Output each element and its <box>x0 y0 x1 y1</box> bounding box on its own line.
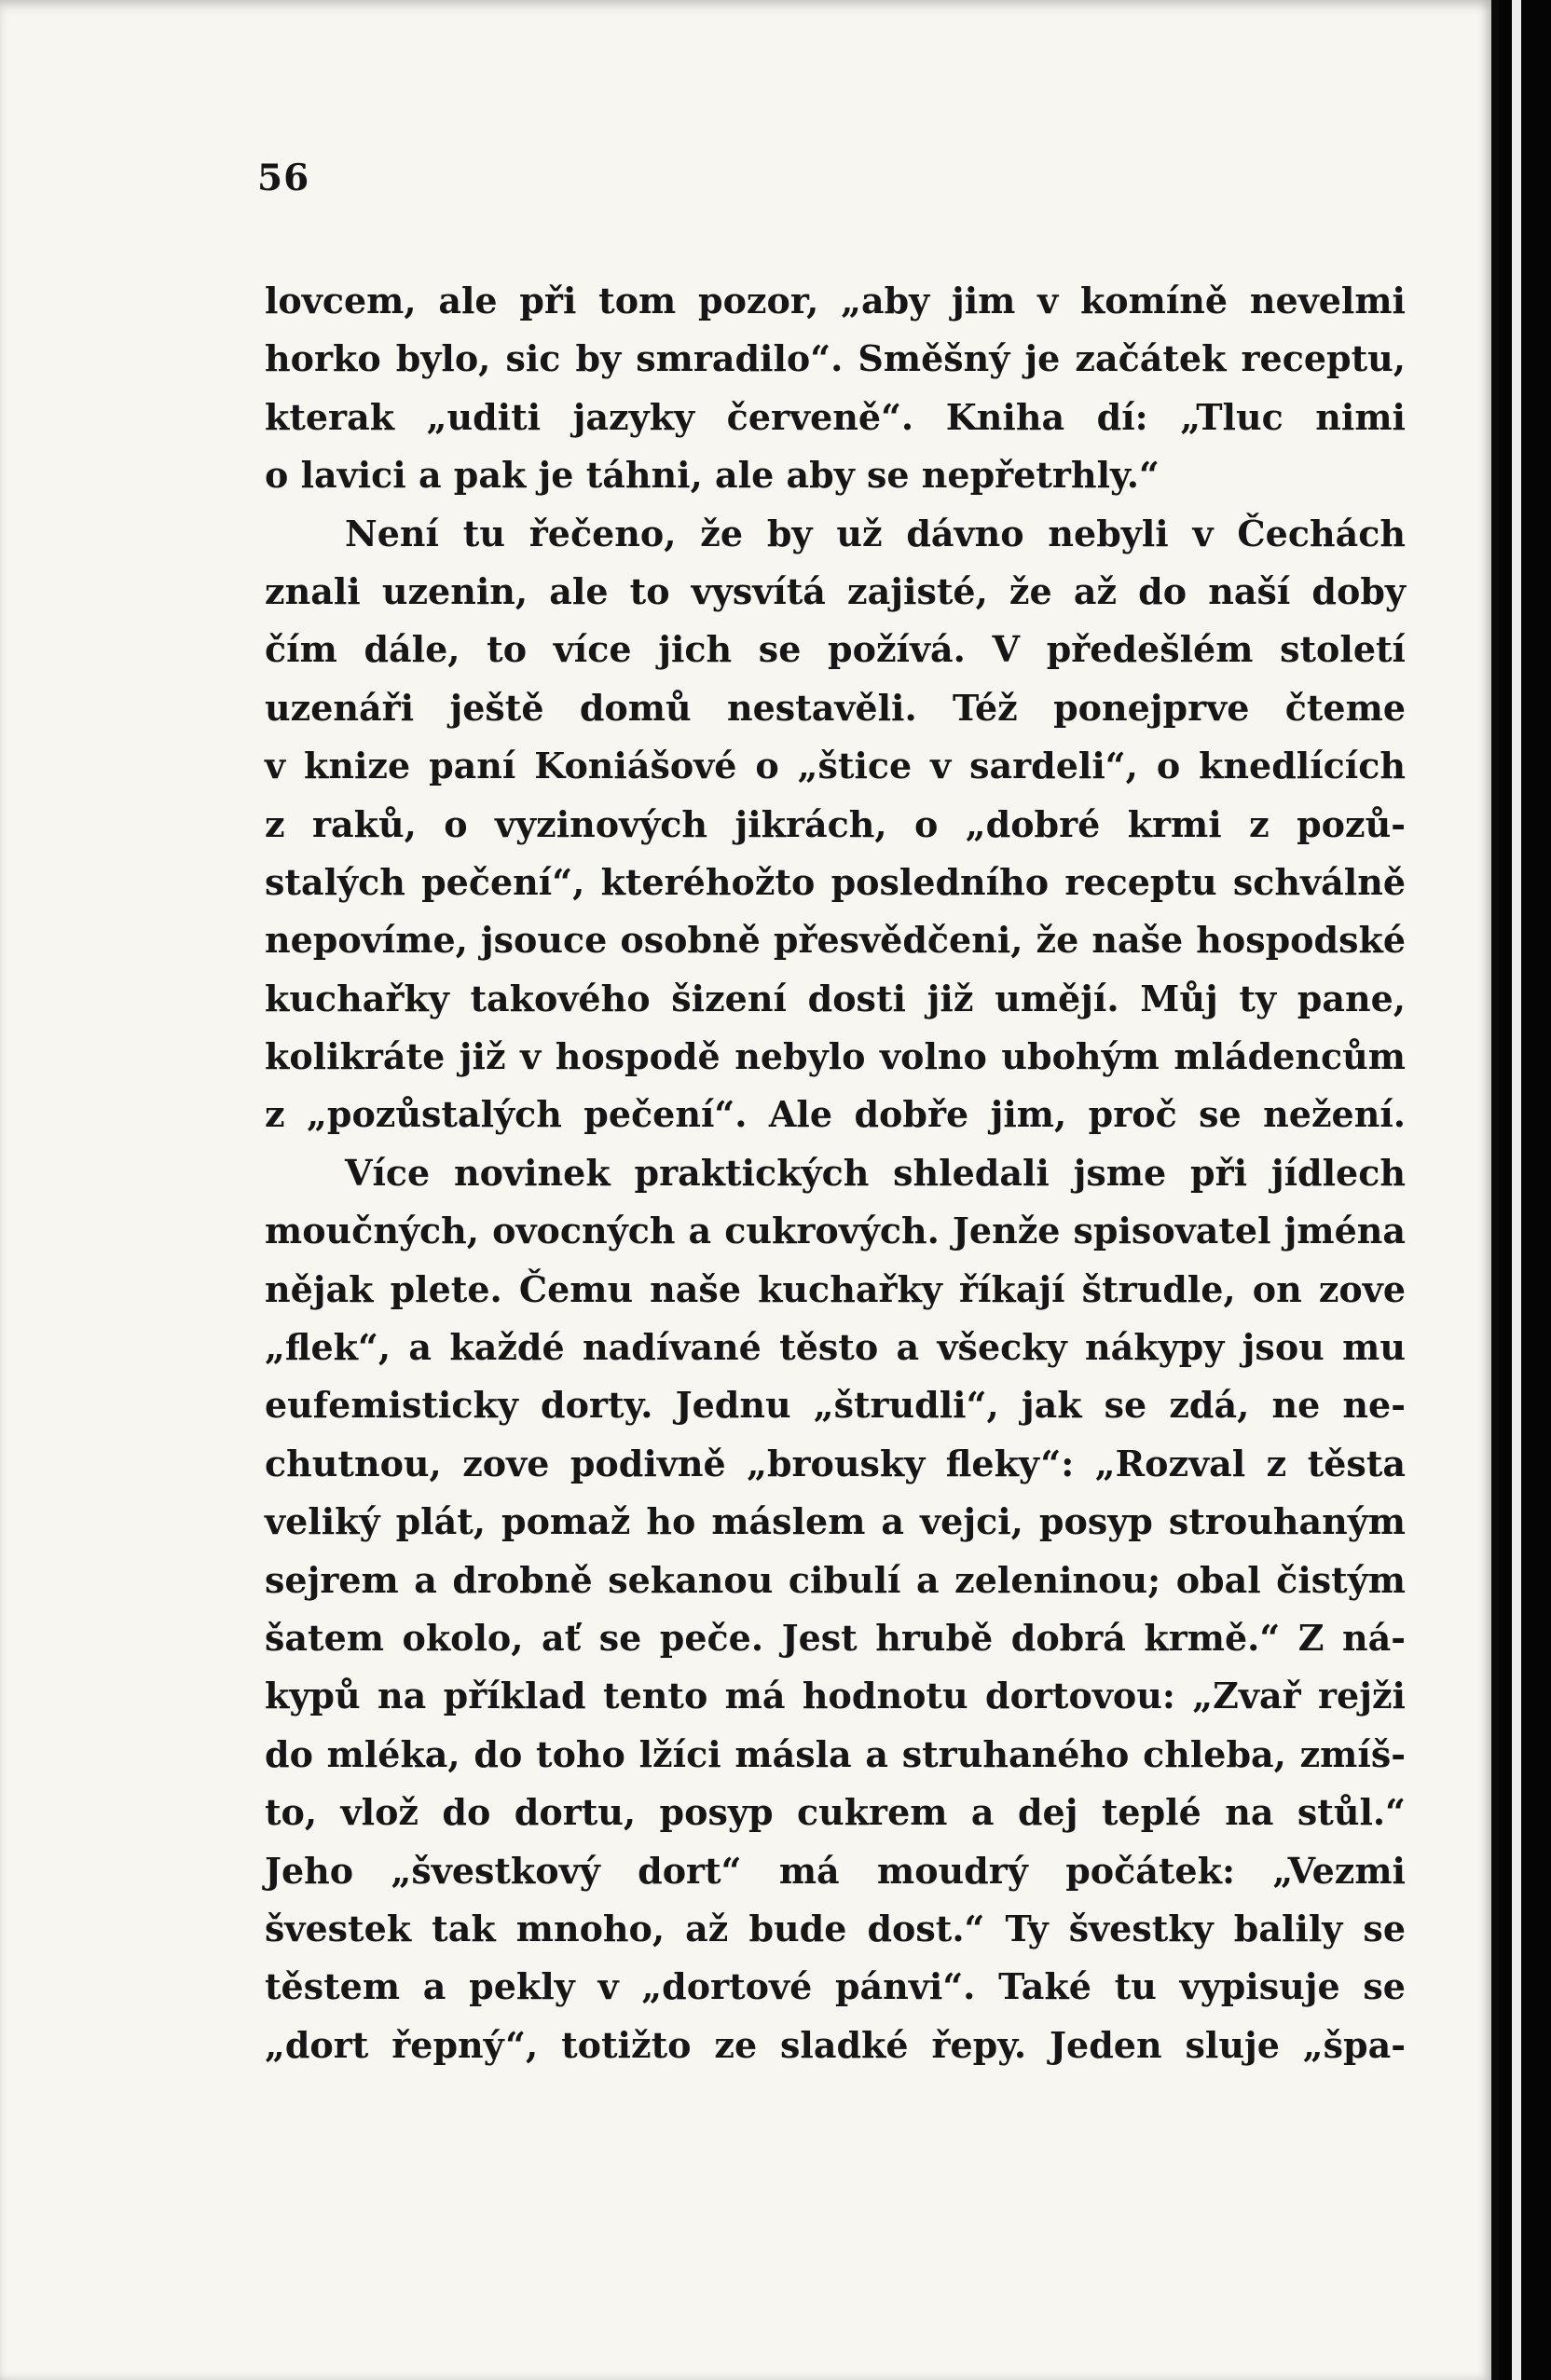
text-line: to, vlož do dortu, posyp cukrem a dej teplé na stůl.“ <box>265 1791 1406 1834</box>
text-line: uzenáři ještě domů nestavěli. Též ponejprve čteme <box>265 686 1406 729</box>
text-line: Více novinek praktických shledali jsme při jídlech <box>345 1151 1406 1194</box>
text-line: čím dále, to více jich se požívá. V předešlém století <box>265 628 1406 671</box>
text-line: nějak plete. Čemu naše kuchařky říkají štrudle, on zove <box>265 1267 1406 1310</box>
text-line: šatem okolo, ať se peče. Jest hrubě dobrá krmě.“ Z ná- <box>265 1616 1406 1659</box>
text-line: „dort řepný“, totižto ze sladké řepy. Jeden sluje „špa- <box>265 2023 1406 2066</box>
text-line: veliký plát, pomaž ho máslem a vejci, posyp strouhaným <box>265 1500 1406 1543</box>
text-line: stalých pečení“, kteréhožto posledního receptu schválně <box>265 860 1406 903</box>
text-line: Není tu řečeno, že by už dávno nebyli v Čechách <box>345 512 1406 554</box>
text-line: kypů na příklad tento má hodnotu dortovou: „Zvař rejži <box>265 1675 1406 1717</box>
body-text <box>265 272 1406 2074</box>
text-line: kuchařky takového šizení dosti již umějí. Můj ty pane, <box>265 977 1406 1019</box>
text-line: těstem a pekly v „dortové pánvi“. Také tu vypisuje se <box>265 1965 1406 2008</box>
text-line: do mléka, do toho lžíci másla a struhaného chleba, zmíš- <box>265 1732 1406 1775</box>
text-line: z „pozůstalých pečení“. Ale dobře jim, proč se nežení. <box>265 1093 1406 1136</box>
text-line: o lavici a pak je táhni, ale aby se nepřetrhly.“ <box>265 454 1160 497</box>
text-line: sejrem a drobně sekanou cibulí a zeleninou; obal čistým <box>265 1558 1406 1601</box>
text-line: z raků, o vyzinových jikrách, o „dobré krmi z pozů- <box>265 802 1406 845</box>
text-line: chutnou, zove podivně „brousky fleky“: „Rozval z těsta <box>265 1442 1406 1484</box>
scan-edge-next-page <box>1512 0 1521 2380</box>
page-number: 56 <box>257 157 310 199</box>
text-line: eufemisticky dorty. Jednu „štrudli“, jak se zdá, ne ne- <box>265 1384 1406 1427</box>
text-line: Jeho „švestkový dort“ má moudrý počátek: „Vezmi <box>265 1849 1406 1892</box>
text-line: kolikráte již v hospodě nebylo volno ubohým mládencům <box>265 1035 1406 1078</box>
text-line: horko bylo, sic by smradilo“. Směšný je začátek receptu, <box>265 337 1406 380</box>
text-line: kterak „uditi jazyky červeně“. Kniha dí: „Tluc nimi <box>265 395 1406 438</box>
text-line: lovcem, ale při tom pozor, „aby jim v komíně nevelmi <box>265 280 1406 321</box>
text-line: „flek“, a každé nadívané těsto a všecky nákypy jsou mu <box>265 1326 1406 1369</box>
text-line: v knize paní Koniášové o „štice v sardeli“, o knedlících <box>265 745 1406 787</box>
text-line: moučných, ovocných a cukrových. Jenže spisovatel jména <box>265 1210 1406 1252</box>
text-line: znali uzenin, ale to vysvítá zajisté, že až do naší doby <box>265 569 1406 612</box>
scan-edge-dark <box>1499 0 1551 2380</box>
text-line: nepovíme, jsouce osobně přesvědčeni, že naše hospodské <box>265 919 1406 962</box>
text-line: švestek tak mnoho, až bude dost.“ Ty švestky balily se <box>265 1907 1406 1949</box>
